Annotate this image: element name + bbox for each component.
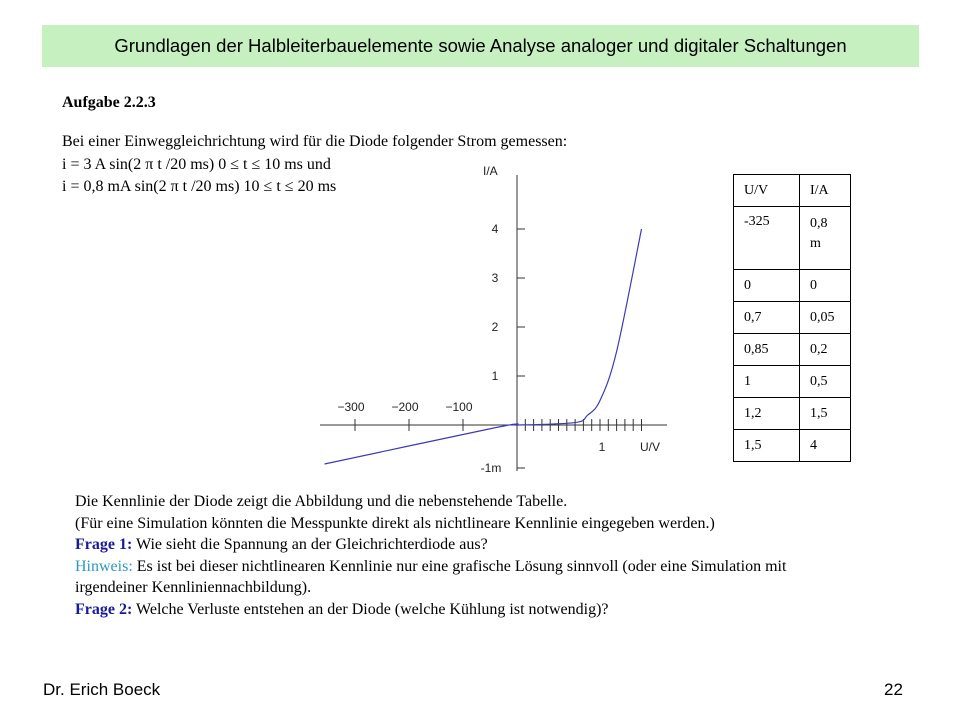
intro-line-2: i = 3 A sin(2 π t /20 ms) 0 ≤ t ≤ 10 ms und	[62, 155, 331, 173]
table-row	[734, 366, 851, 398]
table-row	[734, 302, 851, 334]
table-header-u: U/V	[734, 175, 800, 207]
table-cell-u: 0,85	[734, 334, 800, 366]
question-1	[75, 534, 786, 556]
table-cell-i: 0,2	[800, 334, 851, 366]
table-cell-i: 0	[800, 270, 851, 302]
x-tick-label: −100	[445, 400, 473, 414]
task-title: Aufgabe 2.2.3	[62, 94, 156, 111]
diode-curve	[325, 229, 642, 464]
characteristic-table	[733, 174, 851, 462]
table-cell-u: 1,5	[734, 430, 800, 462]
y-axis-label: I/A	[483, 164, 498, 178]
x-tick-label: −200	[391, 400, 419, 414]
table-cell-i: 0,05	[800, 302, 851, 334]
table-cell-u: -325	[734, 207, 800, 270]
y-tick-label: 4	[491, 222, 499, 236]
header-title: Grundlagen der Halbleiterbauelemente sowie Analyse analoger und digitaler Schaltungen	[114, 35, 847, 56]
question-2-label: Frage 2:	[75, 600, 133, 618]
table-row	[734, 207, 851, 270]
question-2	[75, 599, 786, 621]
table-cell-i: 0,8 m	[800, 207, 851, 270]
intro-line-3: i = 0,8 mA sin(2 π t /20 ms) 10 ≤ t ≤ 20 ms	[62, 178, 337, 195]
x-tick-label: −300	[337, 400, 365, 414]
table-row	[734, 398, 851, 430]
table-header-i: I/A	[800, 175, 851, 207]
table-cell-u: 0,7	[734, 302, 800, 334]
footer-page-number: 22	[884, 680, 903, 699]
table-cell-i: 4	[800, 430, 851, 462]
y-tick-label: 2	[491, 320, 499, 334]
body-text	[75, 491, 786, 620]
question-1-label: Frage 1:	[75, 536, 133, 553]
table-cell-i: 0,5	[800, 366, 851, 398]
y-tick-label: -1m	[480, 461, 502, 475]
body-line-1: Die Kennlinie der Diode zeigt die Abbildung und die nebenstehende Tabelle.	[75, 493, 568, 510]
question-2-text: Welche Verluste entstehen an der Diode (welche Kühlung ist notwendig)?	[132, 600, 609, 618]
table-cell-i: 1,5	[800, 398, 851, 430]
header-bar	[42, 25, 919, 67]
x-tick-label: 1	[598, 440, 606, 454]
body-line-2: (Für eine Simulation könnten die Messpunkte direkt als nichtlineare Kennlinie eingegeben werden.)	[75, 514, 715, 532]
table-header-row	[734, 175, 851, 207]
y-tick-label: 1	[491, 369, 499, 383]
table-cell-u: 1,2	[734, 398, 800, 430]
hint-label: Hinweis:	[75, 557, 133, 575]
x-axis-label: U/V	[639, 440, 661, 454]
table-row	[734, 270, 851, 302]
intro-line-1: Bei einer Einweggleichrichtung wird für die Diode folgender Strom gemessen:	[62, 133, 568, 150]
hint-text: Es ist bei dieser nichtlinearen Kennlinie nur eine grafische Lösung sinnvoll (oder eine Simulation mit	[132, 557, 787, 575]
table-cell-u: 0	[734, 270, 800, 302]
table-row	[734, 430, 851, 462]
hint	[75, 556, 786, 578]
question-1-text: Wie sieht die Spannung an der Gleichrichterdiode aus?	[132, 536, 488, 553]
hint-continuation: irgendeiner Kennliniennachbildung).	[75, 579, 312, 596]
table-row	[734, 334, 851, 366]
table-cell-u: 1	[734, 366, 800, 398]
y-tick-label: 3	[491, 271, 499, 285]
diode-characteristic-chart	[300, 155, 680, 485]
footer-author: Dr. Erich Boeck	[43, 680, 161, 699]
